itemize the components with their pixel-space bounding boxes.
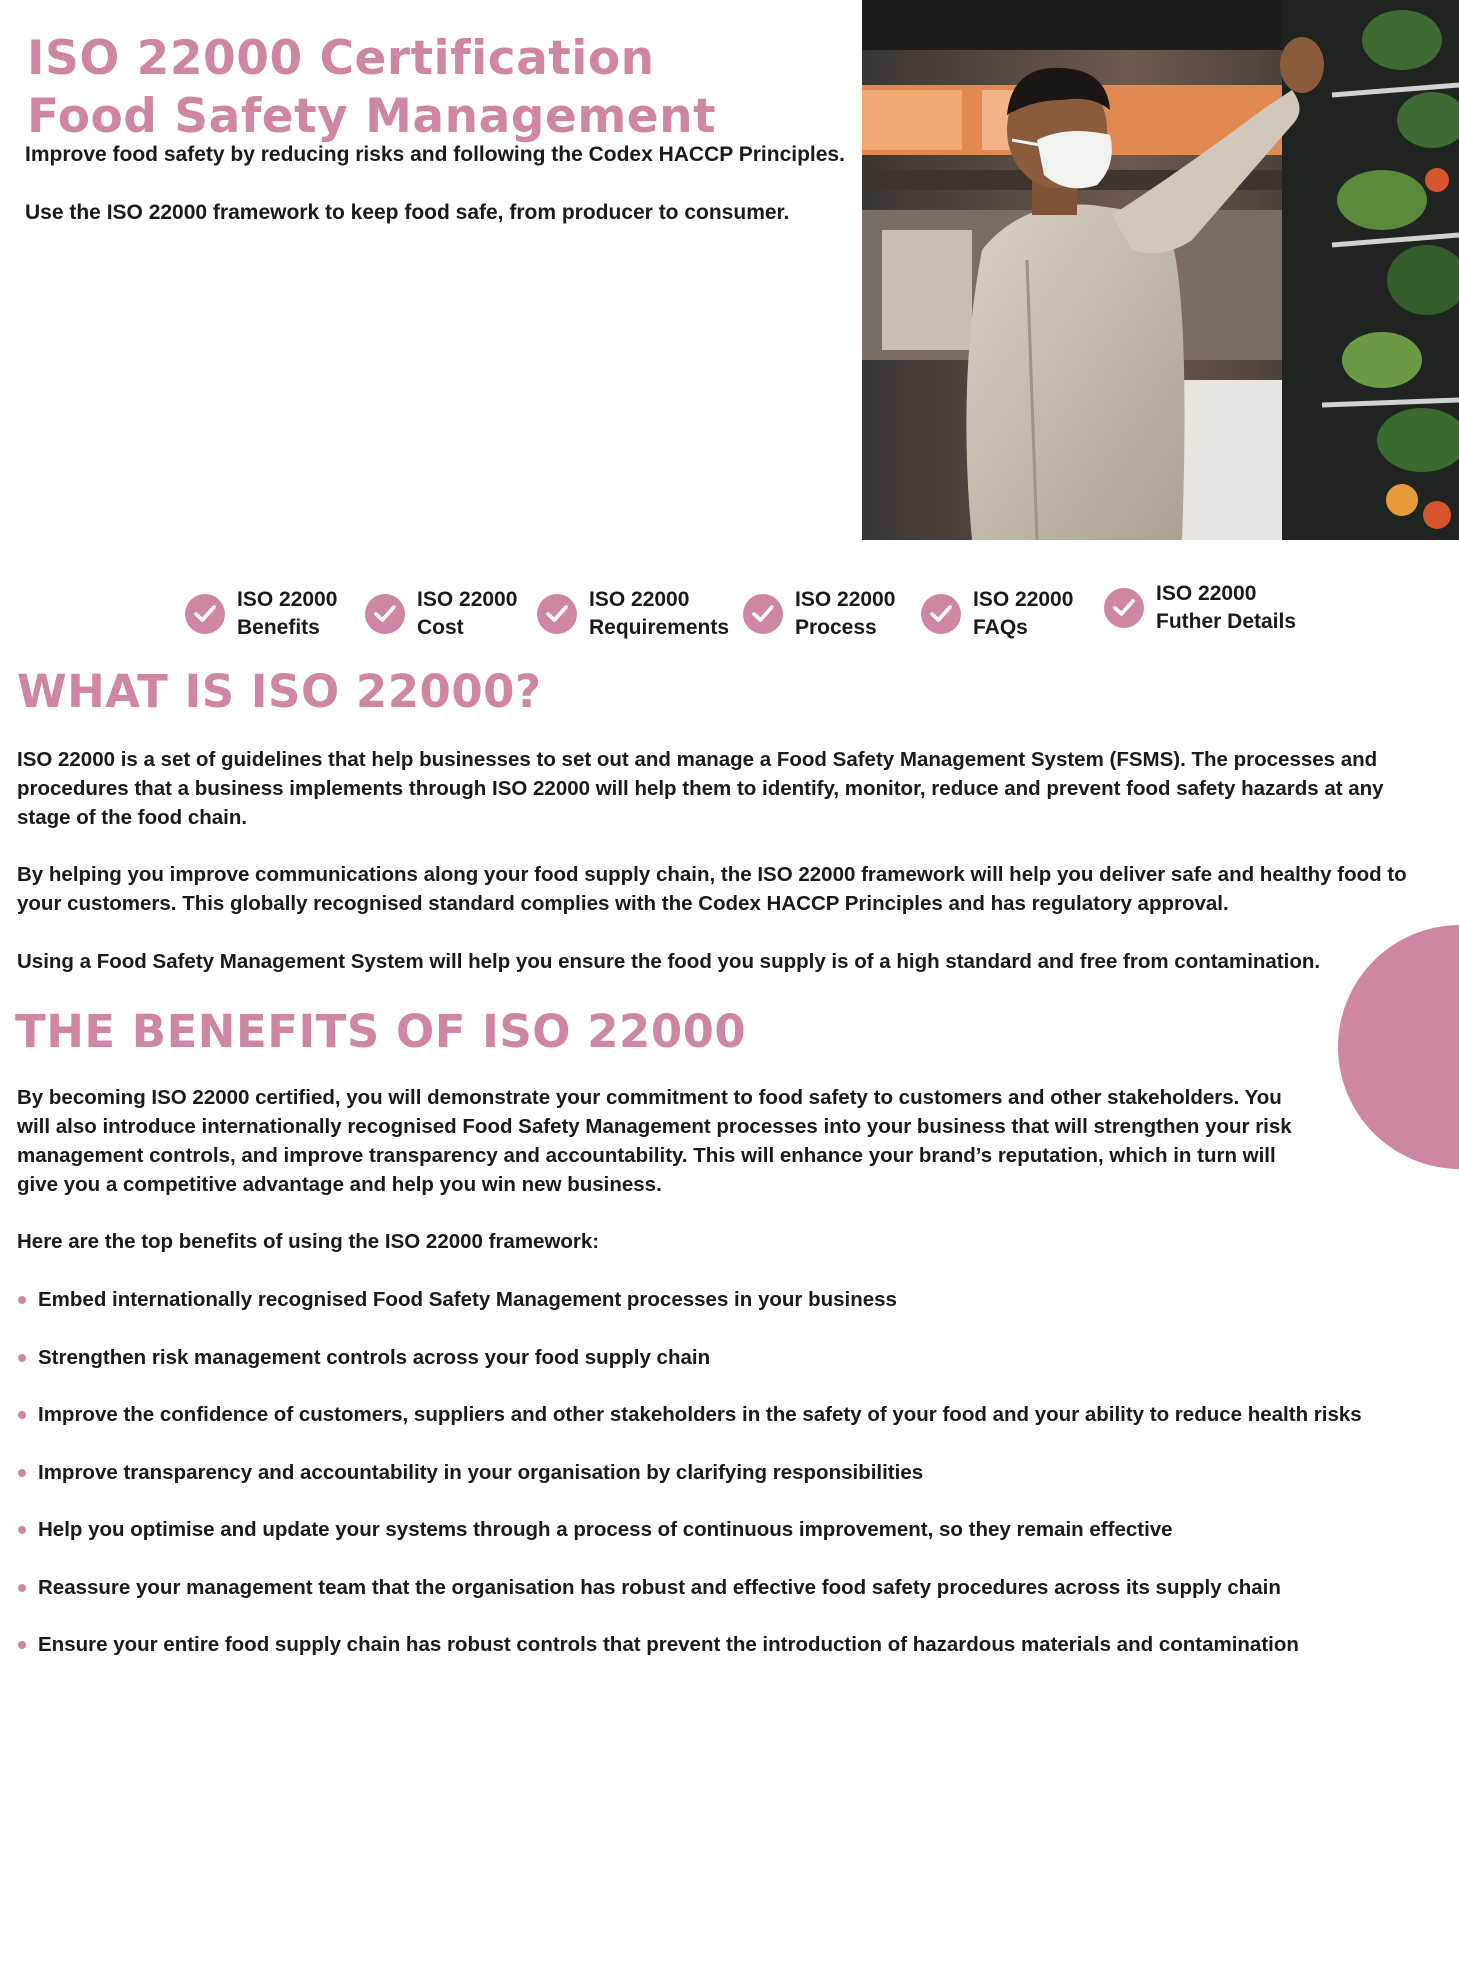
nav-label-line2: Cost	[417, 616, 464, 639]
bullet-dot-icon	[18, 1411, 26, 1419]
nav-label-line1: ISO 22000	[1156, 582, 1257, 605]
bullet-dot-icon	[18, 1584, 26, 1592]
what-is-paragraph-1: ISO 22000 is a set of guidelines that help businesses to set out and manage a Food Safety Management System (FSMS). The processes and procedures that a business implements through ISO 22000 will help them to identify, monitor, reduce and prevent food safety hazards at any stage of the food chain.	[17, 748, 1384, 829]
benefit-list-item	[18, 1573, 1438, 1602]
nav-label-line1: ISO 22000	[795, 588, 896, 611]
nav-label-line2: FAQs	[973, 616, 1028, 639]
nav-label-line2: Requirements	[589, 616, 730, 639]
benefit-text: Strengthen risk management controls across your food supply chain	[38, 1346, 711, 1369]
benefit-list-item	[18, 1285, 1438, 1314]
nav-label-line2: Benefits	[237, 616, 320, 639]
check-circle-icon	[365, 594, 405, 634]
nav-label-line1: ISO 22000	[973, 588, 1074, 611]
check-circle-icon	[921, 594, 961, 634]
nav-label	[1156, 580, 1336, 636]
hero-title-line2: Food Safety Management	[27, 89, 717, 144]
bullet-dot-icon	[18, 1526, 26, 1534]
bullet-dot-icon	[18, 1641, 26, 1649]
nav-iso-requirements[interactable]	[537, 586, 739, 642]
benefits-heading: THE BENEFITS OF ISO 22000	[15, 1005, 747, 1058]
benefit-text: Improve transparency and accountability in your organisation by clarifying responsibilities	[38, 1461, 924, 1484]
benefit-text: Embed internationally recognised Food Safety Management processes in your business	[38, 1288, 897, 1311]
hero-photo-illustration	[862, 0, 1459, 540]
benefit-text: Improve the confidence of customers, suppliers and other stakeholders in the safety of your food and your ability to reduce health risks	[38, 1403, 1362, 1426]
bullet-dot-icon	[18, 1354, 26, 1362]
benefit-list-item	[18, 1458, 1438, 1487]
nav-iso-faqs[interactable]	[921, 586, 1123, 642]
benefit-text: Ensure your entire food supply chain has robust controls that prevent the introduction of hazardous materials and contamination	[38, 1633, 1299, 1656]
what-is-paragraph-3: Using a Food Safety Management System will help you ensure the food you supply is of a high standard and free from contamination.	[17, 950, 1321, 973]
benefit-list-item	[18, 1630, 1438, 1659]
bullet-dot-icon	[18, 1296, 26, 1304]
nav-label	[973, 586, 1123, 642]
hero-title-line1: ISO 22000 Certification	[27, 31, 655, 86]
hero-subtitle-2: Use the ISO 22000 framework to keep food safe, from producer to consumer.	[25, 201, 790, 224]
hero-subtitle-1: Improve food safety by reducing risks and following the Codex HACCP Principles.	[25, 143, 845, 166]
nav-iso-benefits[interactable]	[185, 586, 387, 642]
nav-label-line1: ISO 22000	[589, 588, 690, 611]
check-circle-icon	[537, 594, 577, 634]
check-circle-icon	[185, 594, 225, 634]
nav-label-line1: ISO 22000	[417, 588, 518, 611]
benefit-list-item	[18, 1343, 1438, 1372]
bullet-dot-icon	[18, 1469, 26, 1477]
benefits-paragraph: By becoming ISO 22000 certified, you will demonstrate your commitment to food safety to customers and other stakeholders. You will also introduce internationally recognised Food Safety Management processes into your business that will strengthen your risk management controls, and improve transparency and accountability. This will enhance your brand’s reputation, which in turn will give you a competitive advantage and help you win new business.	[17, 1086, 1292, 1196]
check-circle-icon	[743, 594, 783, 634]
nav-iso-further-details[interactable]	[1104, 580, 1336, 636]
hero-title	[27, 30, 847, 146]
nav-label-line2: Process	[795, 616, 877, 639]
check-circle-icon	[1104, 588, 1144, 628]
benefit-text: Help you optimise and update your systems through a process of continuous improvement, so they remain effective	[38, 1518, 1173, 1541]
nav-label-line1: ISO 22000	[237, 588, 338, 611]
nav-iso-process[interactable]	[743, 586, 945, 642]
what-is-heading: WHAT IS ISO 22000?	[17, 665, 542, 718]
what-is-paragraph-2: By helping you improve communications along your food supply chain, the ISO 22000 framework will help you deliver safe and healthy food to your customers. This globally recognised standard complies with the Codex HACCP Principles and has regulatory approval.	[17, 863, 1407, 915]
nav-label-line2: Futher Details	[1156, 610, 1297, 633]
nav-label	[589, 586, 739, 642]
benefit-text: Reassure your management team that the organisation has robust and effective food safety procedures across its supply chain	[38, 1576, 1281, 1599]
hero-photo	[862, 0, 1459, 540]
benefits-intro: Here are the top benefits of using the ISO 22000 framework:	[17, 1230, 600, 1253]
benefit-list-item	[18, 1515, 1438, 1544]
benefit-list-item	[18, 1400, 1438, 1429]
